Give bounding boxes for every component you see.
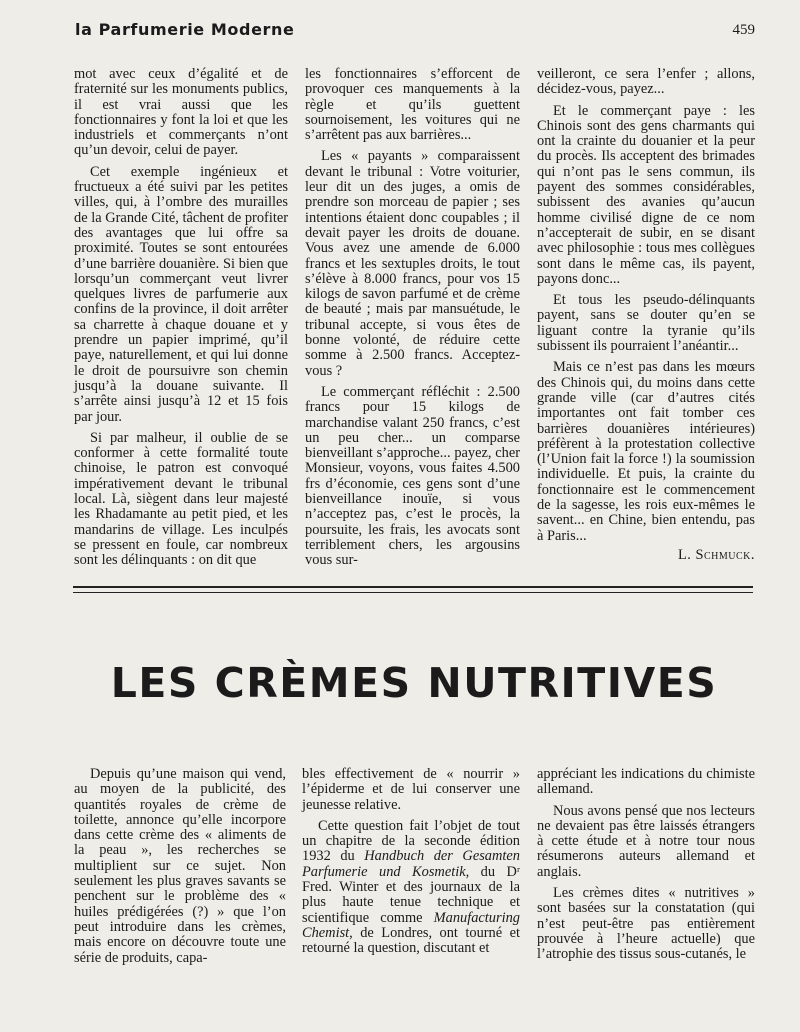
paragraph: appréciant les indications du chimiste allemand. — [537, 766, 755, 798]
article-column-1 — [74, 767, 286, 982]
author-signature: L. Schmuck. — [678, 546, 755, 563]
paragraph: Les crèmes dites « nutritives » sont basées sur la constatation (qui n’est peut-être pas entièrement prouvée à l’heure actuelle) que l’atrophie des tissus sous-cutanés, le — [537, 885, 755, 963]
top-column-1 — [74, 67, 288, 572]
section-divider-thick — [73, 586, 753, 588]
top-column-2 — [305, 67, 520, 572]
book-title: Handbuch der Gesamten Parfumerie und Kosmetik — [302, 848, 520, 880]
paragraph: Depuis qu’une maison qui vend, au moyen de la publicité, des quantités royales de crème de toilette, annonce qu’elle incorpore dans cette crème des « aliments de la peau », les recherches se multiplient sur ce sujet. Non seulement les plus graves savants se penchent sur le problème des « huiles prédigérées (?) » que l’on peut introduire dans les crèmes, mais encore on découvre toute une série de produits, capa- — [74, 766, 286, 966]
paragraph: Les « payants » comparaissent devant le tribunal : Votre voiturier, leur dit un des juges, a omis de prendre son morceau de papier ; ses intentions étaient donc coupables ; il devait payer les droits de douane. Vous avez une amende de 6.000 francs et les sextuples droits, le tout s’élève à 8.000 francs, pour vos 15 kilogs de savon parfumé et de crème de beauté ; mais par mansuétude, le tribunal accepte, si vous êtes de bonne volonté, de réduire cette somme à 2.500 francs. Acceptez-vous ? — [305, 148, 520, 379]
paragraph: Cet exemple ingénieux et fructueux a été suivi par les petites villes, qui, à l’ombre des murailles de la Grande Cité, tâchent de profiter des avantages que lui offre sa proximité. Toutes se sont entourées d’une barrière douanière. Si bien que lorsqu’un commerçant veut livrer quelques livres de parfumerie aux confins de la province, il doit arrêter sa charrette à chaque douane et y prendre un papier imprimé, qu’il paye, naturellement, et qui lui donne le droit de poursuivre son chemin jusqu’à la douane suivante. Il s’arrête ainsi jusqu’à 12 et 15 fois par jour. — [74, 163, 288, 425]
article-title: LES CRÈMES NUTRITIVES — [110, 659, 718, 707]
text-run: , du Dʳ Fred. Winter et des journaux de la plus haute tenue technique et scientifique comme — [302, 863, 520, 926]
paragraph: bles effectivement de « nourrir » l’épiderme et de lui conserver une jeunesse relative. — [302, 766, 520, 813]
text-run: , de Londres, ont tourné et retourné la question, discutant et — [302, 924, 520, 957]
paragraph: Et tous les pseudo-délinquants payent, sans se douter qu’en se liguant contre la tyranie qu’ils subissent ils pourraient l’anéantir... — [537, 292, 755, 355]
page-header — [0, 0, 800, 48]
paragraph: mot avec ceux d’égalité et de fraternité sur les monuments publics, il est vrai aussi que les fonctionnaires y font la loi et que les industriels et commerçants n’ont qu’un devoir, celui de payer. — [74, 66, 288, 159]
paragraph: Nous avons pensé que nos lecteurs ne devaient pas être laissés étrangers à cette étude et à notre tour nous résumerons auteurs allemand et anglais. — [537, 802, 755, 880]
text-run: Cette question fait l’objet de tout un chapitre de la seconde édition 1932 du — [302, 817, 520, 865]
section-divider-thin — [73, 592, 753, 593]
article-column-3 — [537, 767, 755, 982]
article-column-2 — [302, 767, 520, 982]
paragraph: les fonctionnaires s’efforcent de provoquer ces manquements à la règle et qu’ils guettent sournoisement, les voitures qui ne s’arrêtent pas aux barrières... — [305, 66, 520, 144]
paragraph — [302, 819, 520, 957]
paragraph: Et le commerçant paye : les Chinois sont des gens charmants qui ont la crainte du douanier et la peur du procès. Ils acceptent des brimades qui n’ont pas le sens commun, ils payent des sommes considérables, subissent des avanies qu’aucun homme civilisé digne de ce nom n’accepterait de subir, en se disant avec philosophie : tous mes collègues sont dans le même cas, ils payent, payons donc... — [537, 102, 755, 287]
journal-name: Manufacturing Chemist — [302, 909, 520, 941]
page-number: 459 — [732, 22, 755, 38]
paragraph: veilleront, ce sera l’enfer ; allons, décidez-vous, payez... — [537, 66, 755, 98]
paragraph: Si par malheur, il oublie de se conformer à cette formalité toute chinoise, le patron est convoqué impérativement devant le tribunal local. Là, siègent dans leur majesté les Rhadamante au petit pied, et les mandarins de village. Les inculpés se pressent en foule, car nombreux sont les délinquants : on dit que — [74, 429, 288, 569]
top-column-3 — [537, 67, 755, 572]
journal-title: la Parfumerie Moderne — [75, 20, 295, 39]
paragraph: Le commerçant réfléchit : 2.500 francs pour 15 kilogs de marchandise valant 250 francs, c’est un peu cher... un comparse bienveillant s’approche... payez, cher Monsieur, voyons, vous faites 4.500 frs d’économie, ces gens sont d’une bienveillance inouïe, si vous n’acceptez pas, c’est le procès, la poursuite, les frais, les avocats sont terriblement chers, les argousins vous sur- — [305, 383, 520, 569]
paragraph: Mais ce n’est pas dans les mœurs des Chinois qui, du moins dans cette grande ville (car d’autres cités importantes ont fait tomber ces barrières douanières intérieures) préfèrent à la protestation collective (l’Union fait la force !) la soumission individuelle. Et puis, la crainte du fonctionnaire est le commencement de la sagesse, les rois eux-mêmes le savent... en Chine, bien entendu, pas à Paris... — [537, 359, 755, 544]
